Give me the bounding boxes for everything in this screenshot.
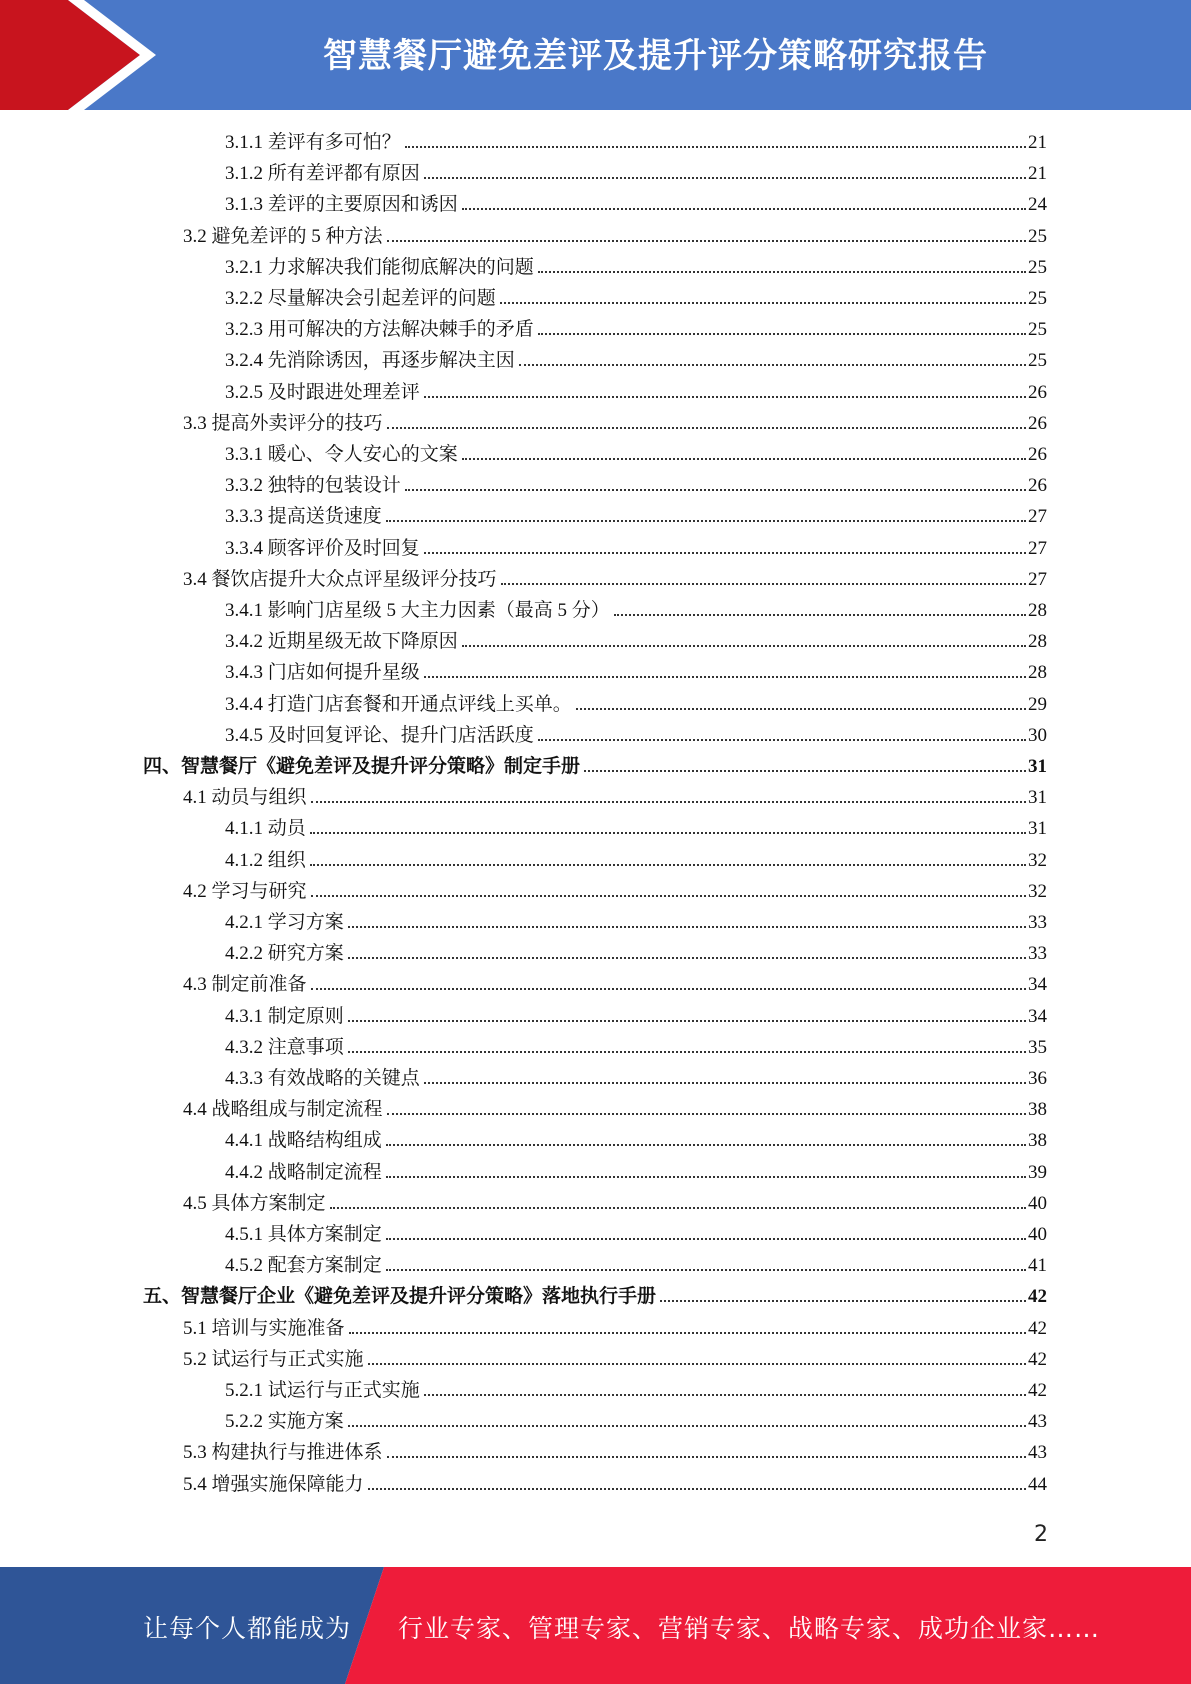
toc-entry-title: 3.2 避免差评的 5 种方法	[183, 225, 383, 247]
toc-entry-title: 3.4.1 影响门店星级 5 大主力因素（最高 5 分）	[225, 600, 610, 621]
toc-dot-leader	[311, 801, 1026, 803]
toc-entry-line	[225, 631, 1047, 653]
toc-entry-page: 25	[1028, 225, 1047, 247]
toc-entry-title: 3.1.1 差评有多可怕？	[225, 132, 401, 153]
toc-entry-page: 40	[1028, 1224, 1047, 1245]
toc-entry-title: 3.3.2 独特的包装设计	[225, 475, 401, 497]
toc-entry-title: 3.3.4 顾客评价及时回复	[225, 537, 420, 559]
toc-entry-page: 43	[1028, 1411, 1047, 1433]
toc-entry[interactable]	[0, 908, 1191, 939]
toc-entry-line	[183, 1474, 1047, 1496]
toc-entry-line	[183, 1349, 1047, 1371]
toc-dot-leader	[500, 302, 1026, 304]
toc-entry-page: 28	[1028, 600, 1047, 621]
toc-entry[interactable]	[0, 1220, 1191, 1251]
toc-entry[interactable]	[0, 877, 1191, 908]
toc-dot-leader	[424, 1394, 1026, 1396]
toc-entry[interactable]	[0, 846, 1191, 877]
toc-entry-line	[225, 912, 1047, 934]
toc-entry-page: 21	[1028, 132, 1047, 153]
toc-entry-page: 25	[1028, 319, 1047, 341]
toc-entry-line	[225, 1380, 1047, 1402]
toc-entry-page: 25	[1028, 256, 1047, 278]
toc-entry-title: 3.4.2 近期星级无故下降原因	[225, 631, 458, 653]
toc-entry-line	[225, 538, 1047, 560]
toc-dot-leader	[348, 926, 1026, 928]
toc-entry-line	[183, 226, 1047, 248]
toc-entry-page: 40	[1028, 1192, 1047, 1214]
toc-dot-leader	[386, 1269, 1026, 1271]
toc-dot-leader	[368, 1488, 1026, 1490]
toc-entry-line	[225, 132, 1047, 154]
toc-entry-line	[143, 756, 1047, 778]
toc-dot-leader	[405, 489, 1026, 491]
toc-entry-title: 3.2.5 及时跟进处理差评	[225, 381, 420, 403]
toc-entry-title: 3.2.1 力求解决我们能彻底解决的问题	[225, 256, 534, 278]
toc-entry-title: 4.1.2 组织	[225, 849, 306, 871]
toc-entry[interactable]	[0, 1158, 1191, 1189]
toc-dot-leader	[614, 614, 1026, 616]
toc-entry-page: 33	[1028, 943, 1047, 965]
toc-entry-title: 3.2.3 用可解决的方法解决棘手的矛盾	[225, 319, 534, 341]
toc-entry-line	[183, 974, 1047, 996]
header-red-arrow	[0, 0, 140, 110]
toc-entry-title: 5.1 培训与实施准备	[183, 1317, 345, 1339]
toc-entry-page: 33	[1028, 912, 1047, 933]
toc-entry-title: 5.4 增强实施保障能力	[183, 1473, 364, 1495]
toc-entry-page: 26	[1028, 412, 1047, 434]
toc-entry[interactable]	[0, 315, 1191, 346]
toc-entry-page: 25	[1028, 350, 1047, 372]
toc-entry-line	[225, 319, 1047, 341]
toc-entry-line	[183, 1318, 1047, 1340]
toc-entry-page: 29	[1028, 693, 1047, 715]
toc-entry[interactable]	[0, 1002, 1191, 1033]
toc-entry-page: 26	[1028, 381, 1047, 403]
footer-slogan-left: 让每个人都能成为	[143, 1614, 352, 1643]
toc-entry-page: 24	[1028, 194, 1047, 216]
toc-entry-page: 42	[1028, 1348, 1047, 1370]
toc-entry-page: 27	[1028, 537, 1047, 559]
toc-entry[interactable]	[0, 1126, 1191, 1157]
toc-entry-line	[225, 257, 1047, 279]
toc-entry-page: 32	[1028, 880, 1047, 902]
toc-entry[interactable]	[0, 1189, 1191, 1220]
toc-entry[interactable]	[0, 378, 1191, 409]
toc-entry-page: 26	[1028, 475, 1047, 497]
toc-entry[interactable]	[0, 627, 1191, 658]
toc-dot-leader	[424, 1082, 1026, 1084]
toc-entry[interactable]	[0, 1251, 1191, 1282]
toc-entry-line	[225, 662, 1047, 684]
toc-dot-leader	[660, 1300, 1026, 1302]
toc-entry-title: 4.2.1 学习方案	[225, 912, 344, 933]
toc-entry-title: 3.2.4 先消除诱因，再逐步解决主因	[225, 350, 515, 372]
toc-dot-leader	[538, 271, 1026, 273]
toc-entry-line	[225, 1068, 1047, 1090]
toc-dot-leader	[387, 1113, 1026, 1115]
toc-entry-page: 39	[1028, 1161, 1047, 1183]
toc-entry-line	[225, 288, 1047, 310]
toc-entry-title: 4.3.1 制定原则	[225, 1005, 344, 1027]
toc-entry[interactable]	[0, 471, 1191, 502]
toc-dot-leader	[311, 988, 1026, 990]
toc-dot-leader	[405, 146, 1026, 148]
toc-dot-leader	[501, 583, 1026, 585]
toc-entry-title: 4.4.2 战略制定流程	[225, 1161, 382, 1183]
footer-slogan-right: 行业专家、管理专家、营销专家、战略专家、成功企业家……	[398, 1614, 1101, 1643]
toc-dot-leader	[519, 364, 1026, 366]
toc-dot-leader	[330, 1207, 1026, 1209]
toc-entry-line	[225, 475, 1047, 497]
toc-entry-title: 3.4.3 门店如何提升星级	[225, 662, 420, 684]
toc-dot-leader	[348, 1425, 1026, 1427]
toc-entry-title: 3.3.1 暖心、令人安心的文案	[225, 444, 458, 465]
toc-entry-page: 34	[1028, 974, 1047, 996]
toc-entry-page: 41	[1028, 1255, 1047, 1277]
toc-entry[interactable]	[0, 596, 1191, 627]
toc-entry-title: 3.4.5 及时回复评论、提升门店活跃度	[225, 724, 534, 746]
toc-entry-line	[225, 444, 1047, 466]
toc-entry-line	[183, 787, 1047, 809]
toc-entry[interactable]	[0, 1033, 1191, 1064]
toc-entry-page: 42	[1028, 1317, 1047, 1339]
toc-entry-title: 3.2.2 尽量解决会引起差评的问题	[225, 288, 496, 309]
toc-entry-title: 4.3.2 注意事项	[225, 1036, 344, 1058]
toc-entry[interactable]	[0, 1470, 1191, 1501]
toc-entry-line	[225, 1037, 1047, 1059]
toc-entry-title: 3.4.4 打造门店套餐和开通点评线上买单。	[225, 693, 572, 715]
toc-entry-title: 四、智慧餐厅《避免差评及提升评分策略》制定手册	[143, 756, 581, 777]
toc-dot-leader	[462, 458, 1026, 460]
toc-entry[interactable]	[0, 658, 1191, 689]
toc-dot-leader	[462, 208, 1026, 210]
toc-entry-title: 4.4 战略组成与制定流程	[183, 1099, 383, 1121]
toc-entry-line	[225, 694, 1047, 716]
toc-entry-line	[183, 1442, 1047, 1464]
toc-entry[interactable]	[0, 1095, 1191, 1126]
toc-entry[interactable]	[0, 690, 1191, 721]
toc-dot-leader	[538, 333, 1026, 335]
toc-entry-line	[225, 1130, 1047, 1152]
toc-entry-title: 4.5.1 具体方案制定	[225, 1224, 382, 1245]
toc-dot-leader	[424, 177, 1026, 179]
page-footer	[0, 1567, 1191, 1684]
toc-entry-page: 28	[1028, 662, 1047, 684]
toc-entry[interactable]	[0, 284, 1191, 315]
toc-dot-leader	[576, 708, 1026, 710]
toc-entry[interactable]	[0, 222, 1191, 253]
toc-entry-page: 35	[1028, 1036, 1047, 1058]
toc-dot-leader	[310, 832, 1026, 834]
toc-entry-line	[183, 1193, 1047, 1215]
toc-dot-leader	[349, 1332, 1026, 1334]
toc-dot-leader	[386, 1144, 1026, 1146]
toc-entry-title: 3.4 餐饮店提升大众点评星级评分技巧	[183, 568, 497, 590]
toc-entry[interactable]	[0, 534, 1191, 565]
toc-entry[interactable]	[0, 1438, 1191, 1469]
toc-entry[interactable]	[0, 159, 1191, 190]
toc-dot-leader	[424, 552, 1026, 554]
toc-entry-line	[183, 881, 1047, 903]
toc-entry-title: 4.3.3 有效战略的关键点	[225, 1068, 420, 1089]
toc-entry[interactable]	[0, 1407, 1191, 1438]
toc-entry-page: 43	[1028, 1442, 1047, 1464]
toc-entry-title: 4.2.2 研究方案	[225, 943, 344, 965]
toc-entry-title: 4.5.2 配套方案制定	[225, 1255, 382, 1277]
toc-entry-page: 28	[1028, 631, 1047, 653]
toc-entry-line	[225, 163, 1047, 185]
toc-entry-title: 5.2.1 试运行与正式实施	[225, 1380, 420, 1401]
toc-entry-line	[183, 413, 1047, 435]
toc-entry-title: 5.3 构建执行与推进体系	[183, 1442, 383, 1464]
toc-entry-title: 5.2 试运行与正式实施	[183, 1348, 364, 1370]
toc-entry-title: 3.3.3 提高送货速度	[225, 506, 382, 528]
toc-entry-page: 30	[1028, 724, 1047, 746]
toc-entry[interactable]	[0, 1314, 1191, 1345]
toc-entry-line	[225, 600, 1047, 622]
toc-entry[interactable]	[0, 1376, 1191, 1407]
toc-entry-page: 26	[1028, 444, 1047, 465]
toc-entry-line	[183, 569, 1047, 591]
toc-entry-page: 31	[1028, 818, 1047, 840]
toc-entry-title: 3.1.3 差评的主要原因和诱因	[225, 194, 458, 216]
toc-entry-line	[225, 1162, 1047, 1184]
toc-entry[interactable]	[0, 409, 1191, 440]
toc-entry[interactable]	[0, 783, 1191, 814]
toc-entry[interactable]	[0, 1064, 1191, 1095]
toc-entry[interactable]	[0, 970, 1191, 1001]
toc-dot-leader	[424, 676, 1026, 678]
toc-dot-leader	[348, 957, 1026, 959]
toc-entry-title: 4.4.1 战略结构组成	[225, 1130, 382, 1152]
toc-dot-leader	[387, 1456, 1026, 1458]
page-number: 2	[1034, 1522, 1048, 1547]
toc-entry-title: 3.3 提高外卖评分的技巧	[183, 412, 383, 434]
toc-entry-page: 31	[1028, 756, 1047, 777]
toc-entry-page: 42	[1028, 1286, 1047, 1308]
toc-dot-leader	[387, 427, 1026, 429]
toc-dot-leader	[462, 645, 1026, 647]
toc-entry-line	[225, 350, 1047, 372]
page-header	[0, 0, 1191, 110]
toc-entry-page: 42	[1028, 1380, 1047, 1401]
toc-dot-leader	[310, 864, 1026, 866]
toc-entry[interactable]	[0, 1345, 1191, 1376]
toc-entry[interactable]	[0, 939, 1191, 970]
toc-entry-title: 五、智慧餐厅企业《避免差评及提升评分策略》落地执行手册	[143, 1286, 657, 1308]
toc-entry[interactable]	[0, 752, 1191, 783]
toc-entry-line	[225, 818, 1047, 840]
toc-dot-leader	[348, 1020, 1026, 1022]
toc-entry-page: 44	[1028, 1473, 1047, 1495]
header-arrow-decoration	[0, 0, 160, 110]
toc-entry[interactable]	[0, 1282, 1191, 1313]
toc-entry-title: 4.1.1 动员	[225, 818, 306, 840]
toc-dot-leader	[386, 520, 1026, 522]
toc-dot-leader	[584, 770, 1026, 772]
toc-entry[interactable]	[0, 814, 1191, 845]
toc-entry-page: 36	[1028, 1068, 1047, 1089]
toc-dot-leader	[386, 1238, 1026, 1240]
toc-entry[interactable]	[0, 128, 1191, 159]
document-title: 智慧餐厅避免差评及提升评分策略研究报告	[323, 36, 988, 76]
toc-entry-title: 4.2 学习与研究	[183, 880, 307, 902]
toc-entry-line	[183, 1099, 1047, 1121]
toc-entry[interactable]	[0, 346, 1191, 377]
toc-entry-line	[225, 943, 1047, 965]
toc-entry-page: 27	[1028, 568, 1047, 590]
toc-entry[interactable]	[0, 721, 1191, 752]
toc-dot-leader	[348, 1051, 1026, 1053]
toc-entry-page: 25	[1028, 288, 1047, 309]
toc-entry-page: 38	[1028, 1130, 1047, 1152]
toc-entry-page: 21	[1028, 163, 1047, 185]
toc-entry-title: 4.3 制定前准备	[183, 974, 307, 996]
toc-entry-line	[143, 1286, 1047, 1308]
toc-dot-leader	[387, 240, 1026, 242]
toc-dot-leader	[538, 739, 1026, 741]
toc-entry[interactable]	[0, 565, 1191, 596]
toc-entry-line	[225, 194, 1047, 216]
toc-entry-line	[225, 506, 1047, 528]
toc-entry-title: 4.1 动员与组织	[183, 787, 307, 809]
toc-dot-leader	[386, 1176, 1026, 1178]
toc-entry-title: 3.1.2 所有差评都有原因	[225, 163, 420, 185]
toc-entry-line	[225, 1006, 1047, 1028]
toc-entry[interactable]	[0, 502, 1191, 533]
toc-entry-page: 32	[1028, 849, 1047, 871]
toc-entry[interactable]	[0, 440, 1191, 471]
toc-entry-line	[225, 1255, 1047, 1277]
toc-entry-line	[225, 725, 1047, 747]
toc-entry-line	[225, 1224, 1047, 1246]
toc-entry-line	[225, 1411, 1047, 1433]
toc-dot-leader	[368, 1363, 1026, 1365]
toc-entry-page: 27	[1028, 506, 1047, 528]
toc-entry-page: 31	[1028, 787, 1047, 809]
toc-entry-line	[225, 850, 1047, 872]
toc-entry-page: 38	[1028, 1099, 1047, 1121]
toc-entry-line	[225, 382, 1047, 404]
toc-entry-page: 34	[1028, 1005, 1047, 1027]
toc-dot-leader	[311, 895, 1026, 897]
toc-entry-title: 5.2.2 实施方案	[225, 1411, 344, 1433]
toc-entry-title: 4.5 具体方案制定	[183, 1192, 326, 1214]
toc-dot-leader	[424, 396, 1026, 398]
toc-entry[interactable]	[0, 190, 1191, 221]
toc-entry[interactable]	[0, 253, 1191, 284]
